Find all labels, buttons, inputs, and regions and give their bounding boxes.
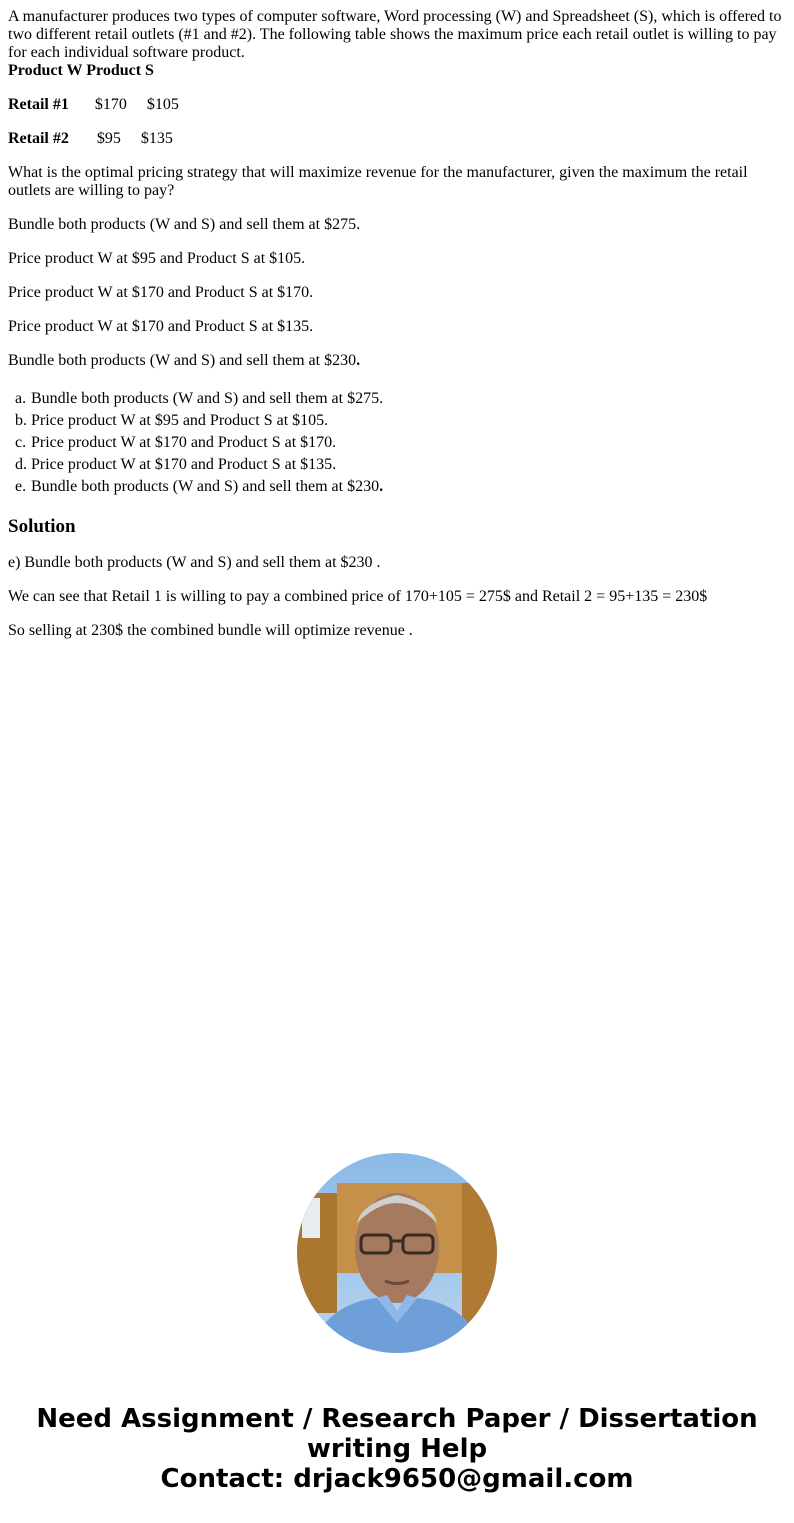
question-prompt: What is the optimal pricing strategy that will maximize revenue for the manufacturer, given the maximum the retail outlets are willing to pay? (8, 164, 748, 199)
choice-period: . (356, 352, 361, 369)
option-marker: e. (15, 478, 27, 495)
choice-text (8, 352, 786, 370)
list-item (15, 432, 786, 454)
option-text: Price product W at $170 and Product S at $170. (31, 434, 337, 451)
row-price-w: $170 (94, 96, 127, 113)
option-marker: b. (15, 412, 27, 429)
person-portrait-icon (297, 1153, 497, 1353)
solution-answer: e) Bundle both products (W and S) and sell them at $230 . (8, 554, 381, 571)
options-list (8, 388, 786, 498)
option-marker: d. (15, 456, 27, 473)
row-label: Retail #1 (8, 96, 69, 113)
option-text: Price product W at $95 and Product S at $105. (31, 412, 329, 429)
footer-line: writing Help (306, 1434, 488, 1464)
footer-line: Need Assignment / Research Paper / Dissertation (36, 1404, 758, 1434)
footer-banner (0, 1404, 794, 1494)
table-row (8, 130, 786, 148)
option-text: Bundle both products (W and S) and sell them at $275. (31, 390, 384, 407)
option-marker: c. (15, 434, 27, 451)
choice-text: Price product W at $170 and Product S at $170. (8, 284, 314, 301)
option-period: . (379, 478, 384, 495)
table-header: Product W Product S (8, 62, 154, 79)
choice-text-body: Bundle both products (W and S) and sell them at $230 (8, 352, 357, 369)
solution-explanation: We can see that Retail 1 is willing to pay a combined price of 170+105 = 275$ and Retail 2 = 95+135 = 230$ (8, 588, 708, 605)
list-item (15, 476, 786, 498)
list-item (15, 454, 786, 476)
avatar (297, 1153, 497, 1353)
solution-heading: Solution (8, 516, 76, 537)
choice-text: Bundle both products (W and S) and sell them at $275. (8, 216, 361, 233)
choice-text: Price product W at $170 and Product S at $135. (8, 318, 314, 335)
question-intro: A manufacturer produces two types of computer software, Word processing (W) and Spreadsheet (S), which is offered to two different retail outlets (#1 and #2). The following table shows the maximum price each retail outlet is willing to pay for each individual software product. (8, 8, 782, 61)
list-item (15, 410, 786, 432)
option-marker: a. (15, 390, 27, 407)
row-price-s: $135 (140, 130, 173, 147)
document-body (0, 0, 794, 640)
row-price-w: $95 (96, 130, 121, 147)
row-price-s: $105 (146, 96, 179, 113)
footer-contact: Contact: drjack9650@gmail.com (160, 1464, 634, 1494)
choice-text: Price product W at $95 and Product S at $105. (8, 250, 306, 267)
option-text: Bundle both products (W and S) and sell them at $230 (31, 478, 380, 495)
solution-conclusion: So selling at 230$ the combined bundle will optimize revenue . (8, 622, 413, 639)
table-row (8, 96, 786, 114)
list-item (15, 388, 786, 410)
row-label: Retail #2 (8, 130, 69, 147)
option-text: Price product W at $170 and Product S at $135. (31, 456, 337, 473)
